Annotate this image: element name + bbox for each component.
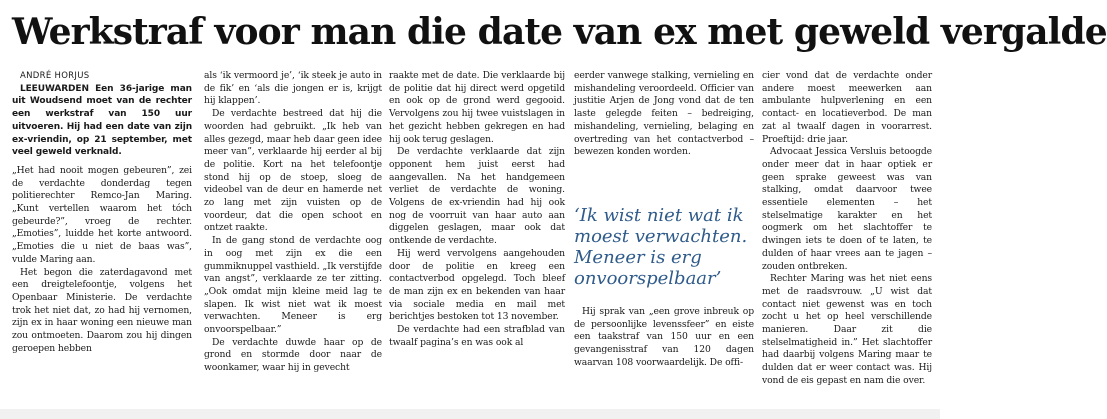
paragraph: De verdachte bestreed dat hij die woorden had gebruikt. „Ik heb van alles gezegd, maar heb daar geen idee meer van”, verklaarde hij eerder al bij de politie. Kort na het telefoontje stond hij op de stoep, sloeg de videobel van de deur en hamerde net zo lang met zijn vuisten op de voordeur, dat die open schoot en ontzet raakte. xyxy=(204,108,382,234)
article-column-4-top xyxy=(574,70,754,188)
article-column-2 xyxy=(204,70,382,410)
paragraph: cier vond dat de verdachte onder andere moest meewerken aan ambulante hulpverlening en een contact- en locatieverbod. De man zat al twaalf dagen in voorarrest. Proeftijd: drie jaar. xyxy=(762,70,932,145)
paragraph: Hij sprak van „een grove inbreuk op de persoonlijke levenssfeer” en eiste een taakstraf van 150 uur en een gevangenisstraf van 120 dagen waarvan 108 voorwaardelijk. De offi- xyxy=(574,306,754,368)
lead-text: Een 36-jarige man uit Woudsend moet van de rechter een werkstraf van 150 uur uitvoeren. Hij had een date van zijn ex-vriendin, op 21 september, met veel geweld verknald. xyxy=(12,83,192,158)
pull-quote: ‘Ik wist niet wat ik moest verwachten. Meneer is erg onvoorspelbaar’ xyxy=(574,205,748,289)
paragraph: Advocaat Jessica Versluis betoogde onder meer dat in haar optiek er geen sprake geweest was van stalking, omdat daarvoor twee essentiele elementen – het stelselmatige karakter en het oogmerk om het slachtoffer te dwingen iets te doen of te laten, te dulden of haar vrees aan te jagen – zouden ontbreken. xyxy=(762,146,932,272)
paragraph: De verdachte had een strafblad van twaalf pagina’s en was ook al xyxy=(389,324,565,348)
article-column-3 xyxy=(389,70,565,410)
paragraph: De verdachte verklaarde dat zijn opponent hem juist eerst had aangevallen. Na het handgemeen verliet de verdachte de woning. Volgens de ex-vriendin had hij ook nog de voorruit van haar auto aan diggelen geslagen, maar ook dat ontkende de verdachte. xyxy=(389,146,565,247)
page-bottom-band xyxy=(0,409,940,419)
paragraph: De verdachte duwde haar op de grond en stormde door naar de woonkamer, waar hij in gevecht xyxy=(204,336,382,374)
article-column-1 xyxy=(12,70,192,410)
dateline-place: LEEUWARDEN xyxy=(20,83,89,94)
paragraph: Het begon die zaterdagavond met een dreigtelefoontje, volgens het Openbaar Ministerie. De verdachte trok het niet dat, zo had hij vernomen, zijn ex in haar woning een nieuwe man zou ontmoeten. Daarom zou hij dingen geroepen hebben xyxy=(12,266,192,354)
paragraph: Hij werd vervolgens aangehouden door de politie en kreeg een contactverbod opgelegd. Toch bleef de man zijn ex en bekenden van haar via sociale media en mail met berichtjes bestoken tot 13 november. xyxy=(389,247,565,323)
article-column-4-bottom xyxy=(574,306,754,406)
article-column-5 xyxy=(762,70,932,410)
paragraph: In de gang stond de verdachte oog in oog met zijn ex die een gummiknuppel vasthield. „Ik verstijfde van angst”, verklaarde ze ter zitting. „Ook omdat mijn kleine meid lag te slapen. Ik wist niet wat ik moest verwachten. Meneer is erg onvoorspelbaar.” xyxy=(204,235,382,336)
article-lead xyxy=(12,83,192,159)
paragraph: als ‘ik vermoord je’, ‘ik steek je auto in de fik’ en ‘als die jongen er is, krijgt hij klappen’. xyxy=(204,70,382,107)
paragraph: raakte met de date. Die verklaarde bij de politie dat hij direct werd opgetild en ook op de grond werd gegooid. Vervolgens zou hij twee vuistslagen in het gezicht hebben gekregen en had hij ook terug geslagen. xyxy=(389,70,565,145)
byline: ANDRÉ HORJUS xyxy=(20,71,90,81)
paragraph: eerder vanwege stalking, vernieling en mishandeling veroordeeld. Officier van justitie Arjen de Jong vond dat de ten laste gelegde feiten – bedreiging, mishandeling, vernieling, belaging en overtreding van het contactverbod – bewezen konden worden. xyxy=(574,70,754,158)
paragraph: „Het had nooit mogen gebeuren”, zei de verdachte donderdag tegen politierechter Remco-Jan Maring. „Kunt vertellen waarom het tóch gebeurde?”, vroeg de rechter. „Emoties”, luidde het korte antwoord. „Emoties die u niet de baas was”, vulde Maring aan. xyxy=(12,164,192,265)
article-headline: Werkstraf voor man die date van ex met geweld vergalde xyxy=(12,11,1107,53)
paragraph: Rechter Maring was het niet eens met de raadsvrouw. „U wist dat contact niet gewenst was en toch zocht u het op heel verschillende manieren. Daar zit die stelselmatigheid in.” Het slachtoffer had daarbij volgens Maring maar te dulden dat er weer contact was. Hij vond de eis gepast en nam die over. xyxy=(762,273,932,386)
